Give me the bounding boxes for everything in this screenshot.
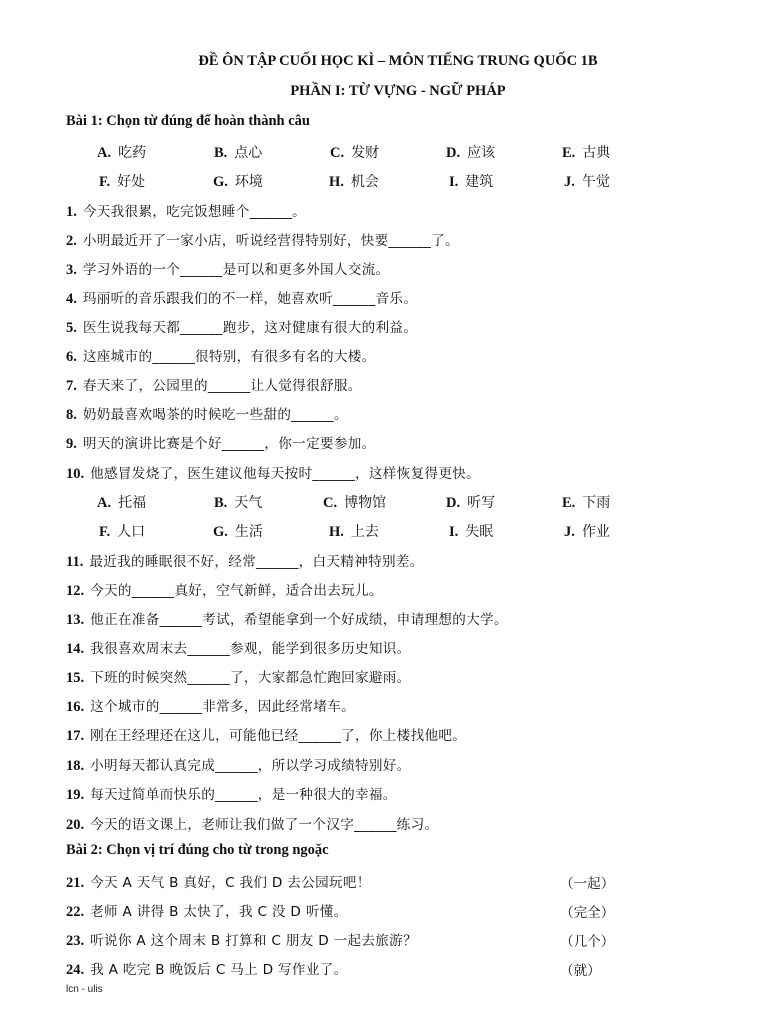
option-b bbox=[214, 142, 262, 162]
option-word: 生活 bbox=[234, 524, 263, 540]
footer-text: lcn - ulis bbox=[66, 984, 103, 995]
question-19 bbox=[66, 783, 397, 804]
option-letter: H. bbox=[329, 174, 344, 190]
question-text: 听说你 A 这个周末 B 打算和 C 朋友 D 一起去旅游？ bbox=[90, 933, 417, 949]
question-18 bbox=[66, 754, 411, 775]
option-j bbox=[564, 171, 610, 191]
question-number: 7. bbox=[66, 378, 77, 394]
option-letter: D. bbox=[446, 145, 461, 161]
question-text: 春天来了，公园里的______让人觉得很舒服。 bbox=[82, 378, 362, 394]
option-letter: A. bbox=[97, 145, 112, 161]
option-word: 托福 bbox=[118, 495, 147, 511]
option-word: 吃药 bbox=[118, 145, 147, 161]
question-text: 学习外语的一个______是可以和更多外国人交流。 bbox=[82, 262, 390, 278]
option-word: 午觉 bbox=[581, 174, 610, 190]
question-number: 10. bbox=[66, 466, 85, 482]
option-letter: G. bbox=[213, 174, 228, 190]
question-text: 我 A 吃完 B 晚饭后 C 马上 D 写作业了。 bbox=[90, 962, 348, 978]
word-hint: （一起） bbox=[560, 876, 615, 892]
option-letter: B. bbox=[214, 145, 228, 161]
question-text: 他正在准备______考试，希望能拿到一个好成绩，申请理想的大学。 bbox=[90, 612, 508, 628]
option-f bbox=[99, 521, 145, 541]
option-j bbox=[564, 521, 610, 541]
question-5 bbox=[66, 316, 417, 337]
option-letter: I. bbox=[449, 524, 459, 540]
option-letter: C. bbox=[330, 145, 345, 161]
option-d bbox=[446, 492, 495, 512]
question-8 bbox=[66, 403, 348, 424]
question-17 bbox=[66, 724, 466, 745]
option-h bbox=[329, 171, 379, 191]
option-a bbox=[97, 142, 146, 162]
question-number: 24. bbox=[66, 962, 85, 978]
question-15 bbox=[66, 666, 411, 687]
question-number: 16. bbox=[66, 699, 85, 715]
part-title: PHẦN I: TỪ VỰNG - NGỮ PHÁP bbox=[290, 83, 506, 99]
question-20 bbox=[66, 813, 438, 834]
question-13 bbox=[66, 608, 508, 629]
option-word: 环境 bbox=[234, 174, 263, 190]
option-c bbox=[323, 492, 386, 512]
question-number: 5. bbox=[66, 320, 77, 336]
option-word: 应该 bbox=[467, 145, 496, 161]
question-number: 3. bbox=[66, 262, 77, 278]
option-word: 机会 bbox=[350, 174, 379, 190]
question-text: 今天的语文课上，老师让我们做了一个汉字______练习。 bbox=[90, 817, 439, 833]
option-a bbox=[97, 492, 146, 512]
option-word: 人口 bbox=[117, 524, 146, 540]
option-letter: I. bbox=[449, 174, 459, 190]
question-1 bbox=[66, 200, 306, 221]
option-word: 下雨 bbox=[582, 495, 611, 511]
option-letter: G. bbox=[213, 524, 228, 540]
option-h bbox=[329, 521, 379, 541]
question-number: 6. bbox=[66, 349, 77, 365]
question-22 bbox=[66, 900, 348, 921]
option-word: 点心 bbox=[234, 145, 263, 161]
option-letter: H. bbox=[329, 524, 344, 540]
option-letter: J. bbox=[564, 524, 575, 540]
option-word: 天气 bbox=[234, 495, 263, 511]
option-letter: C. bbox=[323, 495, 338, 511]
question-number: 23. bbox=[66, 933, 85, 949]
question-text: 小明每天都认真完成______，所以学习成绩特别好。 bbox=[90, 758, 411, 774]
question-number: 18. bbox=[66, 758, 85, 774]
option-word: 博物馆 bbox=[344, 495, 387, 511]
question-6 bbox=[66, 345, 376, 366]
option-letter: F. bbox=[99, 174, 111, 190]
question-number: 8. bbox=[66, 407, 77, 423]
question-text: 最近我的睡眠很不好，经常______，白天精神特别差。 bbox=[89, 554, 424, 570]
question-10 bbox=[66, 462, 480, 483]
option-word: 上去 bbox=[350, 524, 379, 540]
question-number: 14. bbox=[66, 641, 85, 657]
option-word: 发财 bbox=[351, 145, 380, 161]
question-3 bbox=[66, 258, 389, 279]
question-number: 9. bbox=[66, 436, 77, 452]
option-word: 作业 bbox=[581, 524, 610, 540]
question-text: 今天 A 天气 B 真好，C 我们 D 去公园玩吧！ bbox=[90, 875, 371, 891]
question-text: 小明最近开了一家小店，听说经营得特别好，快要______了。 bbox=[82, 233, 459, 249]
question-number: 4. bbox=[66, 291, 77, 307]
question-text: 我很喜欢周末去______参观，能学到很多历史知识。 bbox=[90, 641, 411, 657]
option-f bbox=[99, 171, 145, 191]
option-word: 听写 bbox=[467, 495, 496, 511]
question-number: 13. bbox=[66, 612, 85, 628]
option-letter: B. bbox=[214, 495, 228, 511]
option-d bbox=[446, 142, 495, 162]
question-text: 医生说我每天都______跑步，这对健康有很大的利益。 bbox=[82, 320, 418, 336]
word-hint: （完全） bbox=[560, 905, 615, 921]
question-14 bbox=[66, 637, 411, 658]
question-text: 奶奶最喜欢喝茶的时候吃一些甜的______。 bbox=[82, 407, 348, 423]
option-c bbox=[330, 142, 379, 162]
question-21 bbox=[66, 871, 371, 892]
option-letter: E. bbox=[562, 495, 576, 511]
question-7 bbox=[66, 374, 362, 395]
question-text: 这座城市的______很特别，有很多有名的大楼。 bbox=[82, 349, 376, 365]
option-word: 古典 bbox=[582, 145, 611, 161]
question-text: 今天我很累，吃完饭想睡个______。 bbox=[82, 204, 307, 220]
option-g bbox=[213, 171, 263, 191]
option-g bbox=[213, 521, 263, 541]
question-4 bbox=[66, 287, 417, 308]
option-letter: F. bbox=[99, 524, 111, 540]
question-text: 明天的演讲比赛是个好______，你一定要参加。 bbox=[82, 436, 376, 452]
option-b bbox=[214, 492, 262, 512]
question-number: 1. bbox=[66, 204, 77, 220]
question-text: 玛丽听的音乐跟我们的不一样，她喜欢听______音乐。 bbox=[82, 291, 418, 307]
question-23 bbox=[66, 929, 417, 950]
question-number: 15. bbox=[66, 670, 85, 686]
option-letter: J. bbox=[564, 174, 575, 190]
question-text: 下班的时候突然______了，大家都急忙跑回家避雨。 bbox=[90, 670, 411, 686]
option-e bbox=[562, 142, 610, 162]
word-hint: （就） bbox=[560, 963, 601, 979]
document-title: ĐỀ ÔN TẬP CUỐI HỌC KÌ – MÔN TIẾNG TRUNG QUỐC 1B bbox=[198, 53, 598, 69]
section1-heading: Bài 1: Chọn từ đúng để hoàn thành câu bbox=[66, 113, 311, 129]
question-text: 今天的______真好，空气新鲜，适合出去玩儿。 bbox=[90, 583, 383, 599]
option-letter: A. bbox=[97, 495, 112, 511]
question-number: 2. bbox=[66, 233, 77, 249]
word-hint: （几个） bbox=[560, 934, 615, 950]
question-16 bbox=[66, 695, 355, 716]
question-text: 这个城市的______非常多，因此经常堵车。 bbox=[90, 699, 356, 715]
question-number: 11. bbox=[66, 554, 84, 570]
question-number: 17. bbox=[66, 728, 85, 744]
question-text: 每天过简单而快乐的______，是一种很大的幸福。 bbox=[90, 787, 397, 803]
option-e bbox=[562, 492, 610, 512]
option-letter: E. bbox=[562, 145, 576, 161]
option-word: 失眠 bbox=[465, 524, 494, 540]
question-11 bbox=[66, 550, 424, 571]
question-text: 老师 A 讲得 B 太快了，我 C 没 D 听懂。 bbox=[90, 904, 348, 920]
option-letter: D. bbox=[446, 495, 461, 511]
question-number: 20. bbox=[66, 817, 85, 833]
section2-heading: Bài 2: Chọn vị trí đúng cho từ trong ngoặc bbox=[66, 842, 329, 858]
question-number: 19. bbox=[66, 787, 85, 803]
question-number: 22. bbox=[66, 904, 85, 920]
option-i bbox=[449, 521, 493, 541]
option-i bbox=[449, 171, 493, 191]
question-number: 12. bbox=[66, 583, 85, 599]
question-number: 21. bbox=[66, 875, 85, 891]
question-12 bbox=[66, 579, 383, 600]
option-word: 建筑 bbox=[465, 174, 494, 190]
question-text: 他感冒发烧了，医生建议他每天按时______，这样恢复得更快。 bbox=[90, 466, 481, 482]
question-9 bbox=[66, 432, 376, 453]
option-word: 好处 bbox=[117, 174, 146, 190]
question-2 bbox=[66, 229, 459, 250]
question-text: 刚在王经理还在这儿，可能他已经______了，你上楼找他吧。 bbox=[90, 728, 467, 744]
question-24 bbox=[66, 958, 348, 979]
